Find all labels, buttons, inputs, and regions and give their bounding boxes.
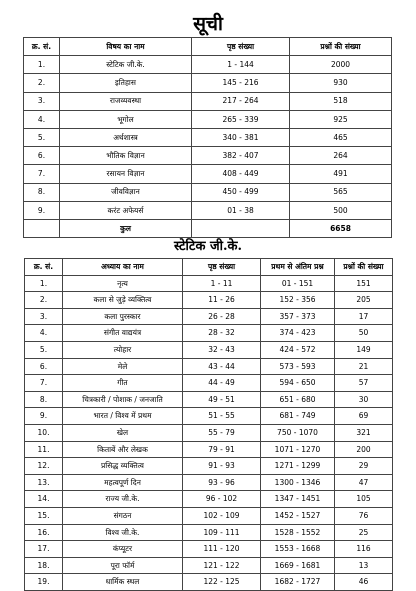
count-cell: 25: [335, 524, 393, 541]
question-range-cell: 573 - 593: [261, 358, 335, 375]
static-gk-table: [24, 258, 393, 591]
table-row: [25, 375, 393, 392]
count-cell: 200: [335, 441, 393, 458]
question-range-cell: 01 - 151: [261, 275, 335, 292]
serial-cell: 12.: [25, 458, 63, 475]
table-row: [24, 165, 392, 183]
question-range-cell: 1528 - 1552: [261, 524, 335, 541]
serial-cell: 9.: [24, 201, 60, 219]
serial-cell: 8.: [25, 391, 63, 408]
chapter-cell: त्योहार: [63, 341, 183, 358]
total-row: [24, 219, 392, 237]
table-row: [25, 292, 393, 309]
count-cell: 46: [335, 574, 393, 591]
count-cell: 69: [335, 408, 393, 425]
serial-cell: 18.: [25, 557, 63, 574]
table-row: [25, 341, 393, 358]
question-range-cell: 152 - 356: [261, 292, 335, 309]
header-pages: पृष्ठ संख्या: [183, 259, 261, 276]
count-cell: 930: [290, 74, 392, 92]
pages-cell: 55 - 79: [183, 424, 261, 441]
serial-cell: 1.: [25, 275, 63, 292]
header-subject: विषय का नाम: [60, 38, 192, 56]
table-row: [25, 424, 393, 441]
table-row: [24, 201, 392, 219]
subject-cell: राजव्यवस्था: [60, 92, 192, 110]
chapter-cell: भारत / विश्व में प्रथम: [63, 408, 183, 425]
total-value: 6658: [290, 219, 392, 237]
serial-cell: 17.: [25, 541, 63, 558]
header-question-range: प्रथम से अंतिम प्रश्न: [261, 259, 335, 276]
subject-index-table: [23, 37, 392, 238]
chapter-cell: चित्रकारी / पोशाक / जनजाति: [63, 391, 183, 408]
chapter-cell: किताबें और लेखक: [63, 441, 183, 458]
subject-cell: स्टेटिक जी.के.: [60, 56, 192, 74]
pages-cell: 28 - 32: [183, 325, 261, 342]
question-range-cell: 1347 - 1451: [261, 491, 335, 508]
subject-cell: इतिहास: [60, 74, 192, 92]
serial-cell: 8.: [24, 183, 60, 201]
table-header-row: [25, 259, 393, 276]
count-cell: 565: [290, 183, 392, 201]
serial-cell: 3.: [25, 308, 63, 325]
total-label: कुल: [60, 219, 192, 237]
serial-cell: 7.: [24, 165, 60, 183]
table-row: [24, 147, 392, 165]
pages-cell: 265 - 339: [192, 110, 290, 128]
pages-cell: 340 - 381: [192, 128, 290, 146]
serial-cell: 11.: [25, 441, 63, 458]
count-cell: 76: [335, 507, 393, 524]
count-cell: 264: [290, 147, 392, 165]
table-row: [24, 74, 392, 92]
header-chapter: अध्याय का नाम: [63, 259, 183, 276]
count-cell: 2000: [290, 56, 392, 74]
subject-cell: भौतिक विज्ञान: [60, 147, 192, 165]
table-row: [25, 275, 393, 292]
table-row: [25, 541, 393, 558]
pages-cell: 91 - 93: [183, 458, 261, 475]
pages-cell: 96 - 102: [183, 491, 261, 508]
pages-cell: 32 - 43: [183, 341, 261, 358]
chapter-cell: खेल: [63, 424, 183, 441]
question-range-cell: 750 - 1070: [261, 424, 335, 441]
chapter-cell: राज्य जी.के.: [63, 491, 183, 508]
table-row: [25, 474, 393, 491]
serial-cell: 7.: [25, 375, 63, 392]
question-range-cell: 424 - 572: [261, 341, 335, 358]
serial-cell: 10.: [25, 424, 63, 441]
pages-cell: 1 - 144: [192, 56, 290, 74]
pages-cell: 121 - 122: [183, 557, 261, 574]
chapter-cell: धार्मिक स्थल: [63, 574, 183, 591]
serial-cell: 3.: [24, 92, 60, 110]
pages-cell: 44 - 49: [183, 375, 261, 392]
chapter-cell: कला पुरस्कार: [63, 308, 183, 325]
pages-cell: 43 - 44: [183, 358, 261, 375]
pages-cell: 49 - 51: [183, 391, 261, 408]
count-cell: 30: [335, 391, 393, 408]
chapter-cell: पूरा फॉर्म: [63, 557, 183, 574]
total-blank-cell: [24, 219, 60, 237]
pages-cell: 102 - 109: [183, 507, 261, 524]
chapter-cell: नृत्य: [63, 275, 183, 292]
count-cell: 925: [290, 110, 392, 128]
total-blank-cell: [192, 219, 290, 237]
table-row: [25, 458, 393, 475]
question-range-cell: 1669 - 1681: [261, 557, 335, 574]
question-range-cell: 1452 - 1527: [261, 507, 335, 524]
subject-cell: भूगोल: [60, 110, 192, 128]
question-range-cell: 374 - 423: [261, 325, 335, 342]
chapter-cell: महत्वपूर्ण दिन: [63, 474, 183, 491]
serial-cell: 5.: [25, 341, 63, 358]
serial-cell: 13.: [25, 474, 63, 491]
serial-cell: 2.: [24, 74, 60, 92]
question-range-cell: 1071 - 1270: [261, 441, 335, 458]
serial-cell: 19.: [25, 574, 63, 591]
serial-cell: 15.: [25, 507, 63, 524]
table-row: [25, 358, 393, 375]
count-cell: 116: [335, 541, 393, 558]
pages-cell: 109 - 111: [183, 524, 261, 541]
table-row: [25, 491, 393, 508]
table-row: [25, 325, 393, 342]
count-cell: 17: [335, 308, 393, 325]
table-row: [25, 308, 393, 325]
serial-cell: 14.: [25, 491, 63, 508]
table-row: [24, 92, 392, 110]
table-row: [24, 183, 392, 201]
table-row: [25, 524, 393, 541]
table-row: [25, 507, 393, 524]
count-cell: 21: [335, 358, 393, 375]
question-range-cell: 1682 - 1727: [261, 574, 335, 591]
count-cell: 151: [335, 275, 393, 292]
count-cell: 205: [335, 292, 393, 309]
pages-cell: 145 - 216: [192, 74, 290, 92]
question-range-cell: 1300 - 1346: [261, 474, 335, 491]
header-serial: क्र. सं.: [24, 38, 60, 56]
question-range-cell: 651 - 680: [261, 391, 335, 408]
count-cell: 491: [290, 165, 392, 183]
table-row: [25, 441, 393, 458]
question-range-cell: 357 - 373: [261, 308, 335, 325]
chapter-cell: कंप्यूटर: [63, 541, 183, 558]
header-question-count: प्रश्नों की संख्या: [335, 259, 393, 276]
pages-cell: 111 - 120: [183, 541, 261, 558]
pages-cell: 408 - 449: [192, 165, 290, 183]
subject-cell: करंट अफेयर्स: [60, 201, 192, 219]
chapter-cell: गीत: [63, 375, 183, 392]
header-question-count: प्रश्नों की संख्या: [290, 38, 392, 56]
count-cell: 57: [335, 375, 393, 392]
chapter-cell: संगठन: [63, 507, 183, 524]
count-cell: 50: [335, 325, 393, 342]
pages-cell: 450 - 499: [192, 183, 290, 201]
chapter-cell: कला से जुड़े व्यक्तित्व: [63, 292, 183, 309]
table-row: [24, 128, 392, 146]
table-row: [24, 56, 392, 74]
pages-cell: 26 - 28: [183, 308, 261, 325]
header-pages: पृष्ठ संख्या: [192, 38, 290, 56]
count-cell: 465: [290, 128, 392, 146]
serial-cell: 4.: [25, 325, 63, 342]
serial-cell: 2.: [25, 292, 63, 309]
chapter-cell: संगीत वाद्ययंत्र: [63, 325, 183, 342]
pages-cell: 51 - 55: [183, 408, 261, 425]
pages-cell: 217 - 264: [192, 92, 290, 110]
serial-cell: 16.: [25, 524, 63, 541]
table-row: [25, 391, 393, 408]
pages-cell: 93 - 96: [183, 474, 261, 491]
header-serial: क्र. सं.: [25, 259, 63, 276]
subject-cell: जीवविज्ञान: [60, 183, 192, 201]
subject-cell: रसायन विज्ञान: [60, 165, 192, 183]
pages-cell: 122 - 125: [183, 574, 261, 591]
serial-cell: 6.: [24, 147, 60, 165]
table-header-row: [24, 38, 392, 56]
count-cell: 13: [335, 557, 393, 574]
count-cell: 47: [335, 474, 393, 491]
pages-cell: 11 - 26: [183, 292, 261, 309]
table-row: [25, 408, 393, 425]
table-row: [25, 557, 393, 574]
static-gk-title: स्टेटिक जी.के.: [173, 239, 243, 254]
pages-cell: 79 - 91: [183, 441, 261, 458]
count-cell: 500: [290, 201, 392, 219]
chapter-cell: मेले: [63, 358, 183, 375]
pages-cell: 01 - 38: [192, 201, 290, 219]
count-cell: 149: [335, 341, 393, 358]
serial-cell: 1.: [24, 56, 60, 74]
count-cell: 29: [335, 458, 393, 475]
pages-cell: 1 - 11: [183, 275, 261, 292]
question-range-cell: 681 - 749: [261, 408, 335, 425]
index-title: सूची: [193, 13, 223, 35]
question-range-cell: 1553 - 1668: [261, 541, 335, 558]
chapter-cell: विश्व जी.के.: [63, 524, 183, 541]
chapter-cell: प्रसिद्ध व्यक्तित्व: [63, 458, 183, 475]
count-cell: 321: [335, 424, 393, 441]
question-range-cell: 1271 - 1299: [261, 458, 335, 475]
serial-cell: 4.: [24, 110, 60, 128]
pages-cell: 382 - 407: [192, 147, 290, 165]
serial-cell: 5.: [24, 128, 60, 146]
serial-cell: 9.: [25, 408, 63, 425]
serial-cell: 6.: [25, 358, 63, 375]
table-row: [24, 110, 392, 128]
subject-cell: अर्थशास्त्र: [60, 128, 192, 146]
count-cell: 518: [290, 92, 392, 110]
count-cell: 105: [335, 491, 393, 508]
question-range-cell: 594 - 650: [261, 375, 335, 392]
